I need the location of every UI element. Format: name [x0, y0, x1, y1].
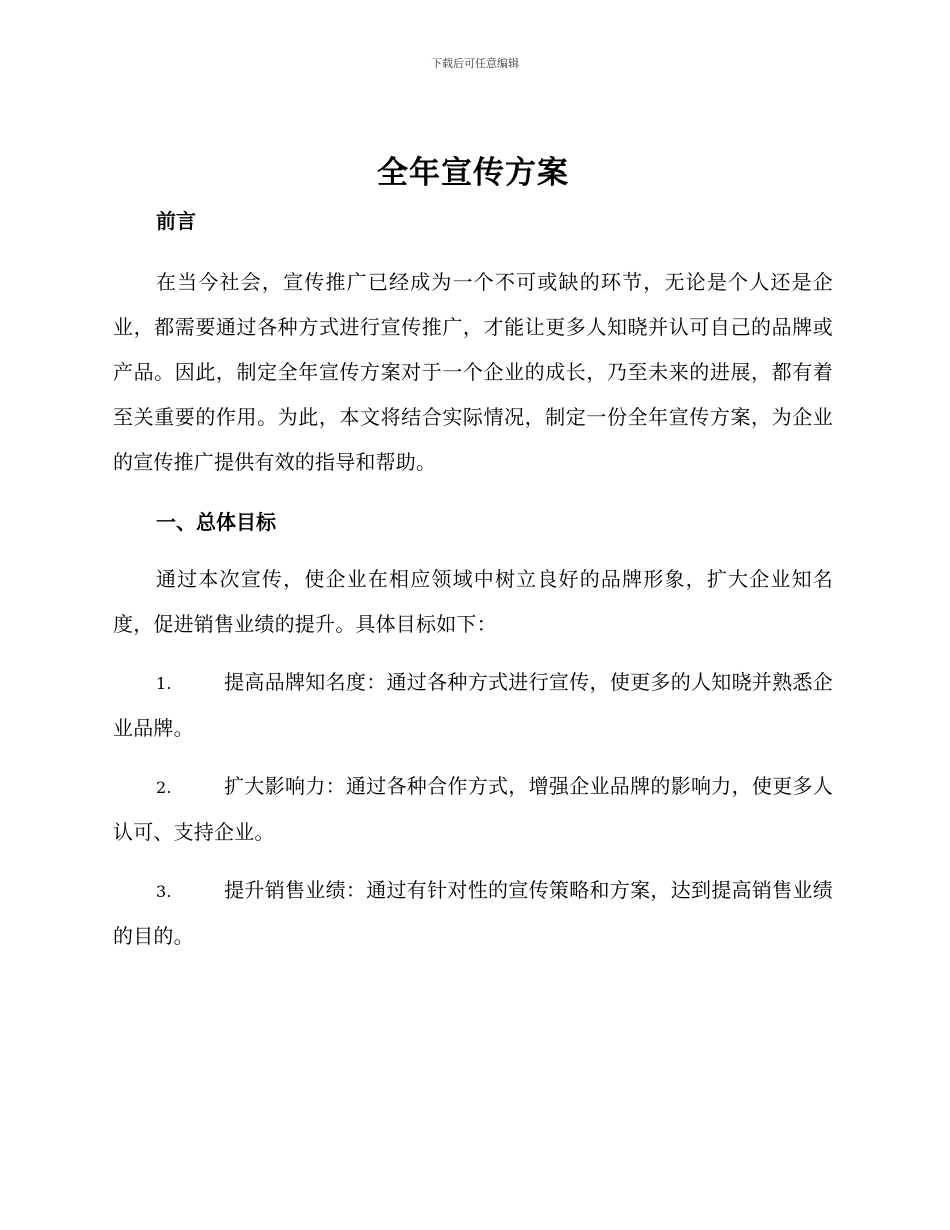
document-body [113, 150, 833, 959]
goals-paragraph: 通过本次宣传，使企业在相应领域中树立良好的品牌形象，扩大企业知名度，促进销售业绩的提升。具体目标如下： [113, 567, 833, 636]
goal-item-text: 扩大影响力：通过各种合作方式，增强企业品牌的影响力，使更多人认可、支持企业。 [113, 774, 833, 844]
goals-heading: 一、总体目标 [156, 510, 276, 534]
header-note: 下载后可任意编辑 [431, 57, 519, 70]
goal-item-2 [113, 764, 833, 855]
goal-item-3 [113, 868, 833, 959]
goal-item-number: 2. [156, 778, 172, 797]
preface-heading: 前言 [156, 209, 196, 233]
goal-item-1 [113, 660, 833, 751]
goal-item-number: 3. [156, 882, 172, 901]
document-title: 全年宣传方案 [377, 155, 569, 191]
preface-paragraph: 在当今社会，宣传推广已经成为一个不可或缺的环节，无论是个人还是企业，都需要通过各种方式进行宣传推广，才能让更多人知晓并认可自己的品牌或产品。因此，制定全年宣传方案对于一个企业的成长，乃至未来的进展，都有着至关重要的作用。为此，本文将结合实际情况，制定一份全年宣传方案，为企业的宣传推广提供有效的指导和帮助。 [113, 270, 833, 474]
goal-item-text: 提高品牌知名度：通过各种方式进行宣传，使更多的人知晓并熟悉企业品牌。 [113, 670, 833, 740]
goal-item-number: 1. [156, 674, 172, 693]
goal-item-text: 提升销售业绩：通过有针对性的宣传策略和方案，达到提高销售业绩的目的。 [113, 878, 833, 948]
